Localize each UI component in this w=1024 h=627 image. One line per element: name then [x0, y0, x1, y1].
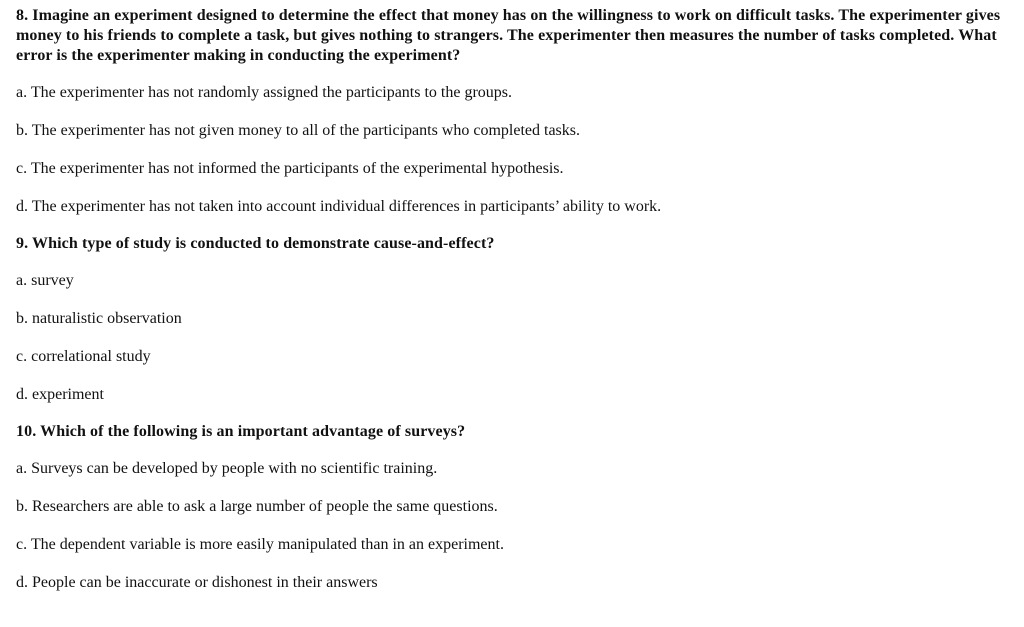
question-10-option-b: b. Researchers are able to ask a large number of people the same questions.	[16, 498, 498, 515]
question-9-option-a: a. survey	[16, 272, 74, 289]
question-8-text: 8. Imagine an experiment designed to determine the effect that money has on the willingness to work on difficult tasks. The experimenter gives money to his friends to complete a task, but gives nothing to strangers. The experimenter then measures the number of tasks completed. What error is the experimenter making in conducting the experiment?	[16, 7, 1001, 64]
question-8-option-b: b. The experimenter has not given money to all of the participants who completed tasks.	[16, 122, 580, 139]
question-9-option-d: d. experiment	[16, 386, 104, 403]
question-8-block	[16, 6, 1024, 218]
question-8-option-d: d. The experimenter has not taken into account individual differences in participants’ ability to work.	[16, 198, 662, 215]
question-8-option-a: a. The experimenter has not randomly assigned the participants to the groups.	[16, 84, 513, 101]
question-10-block	[16, 422, 1024, 594]
question-10-option-c: c. The dependent variable is more easily manipulated than in an experiment.	[16, 536, 504, 553]
question-10-text: 10. Which of the following is an important advantage of surveys?	[16, 423, 466, 440]
question-9-option-b: b. naturalistic observation	[16, 310, 182, 327]
question-9-option-c: c. correlational study	[16, 348, 151, 365]
question-9-block	[16, 234, 1024, 406]
question-10-option-d: d. People can be inaccurate or dishonest in their answers	[16, 574, 378, 591]
question-10-option-a: a. Surveys can be developed by people with no scientific training.	[16, 460, 438, 477]
question-8-option-c: c. The experimenter has not informed the participants of the experimental hypothesis.	[16, 160, 564, 177]
question-9-text: 9. Which type of study is conducted to demonstrate cause-and-effect?	[16, 235, 495, 252]
